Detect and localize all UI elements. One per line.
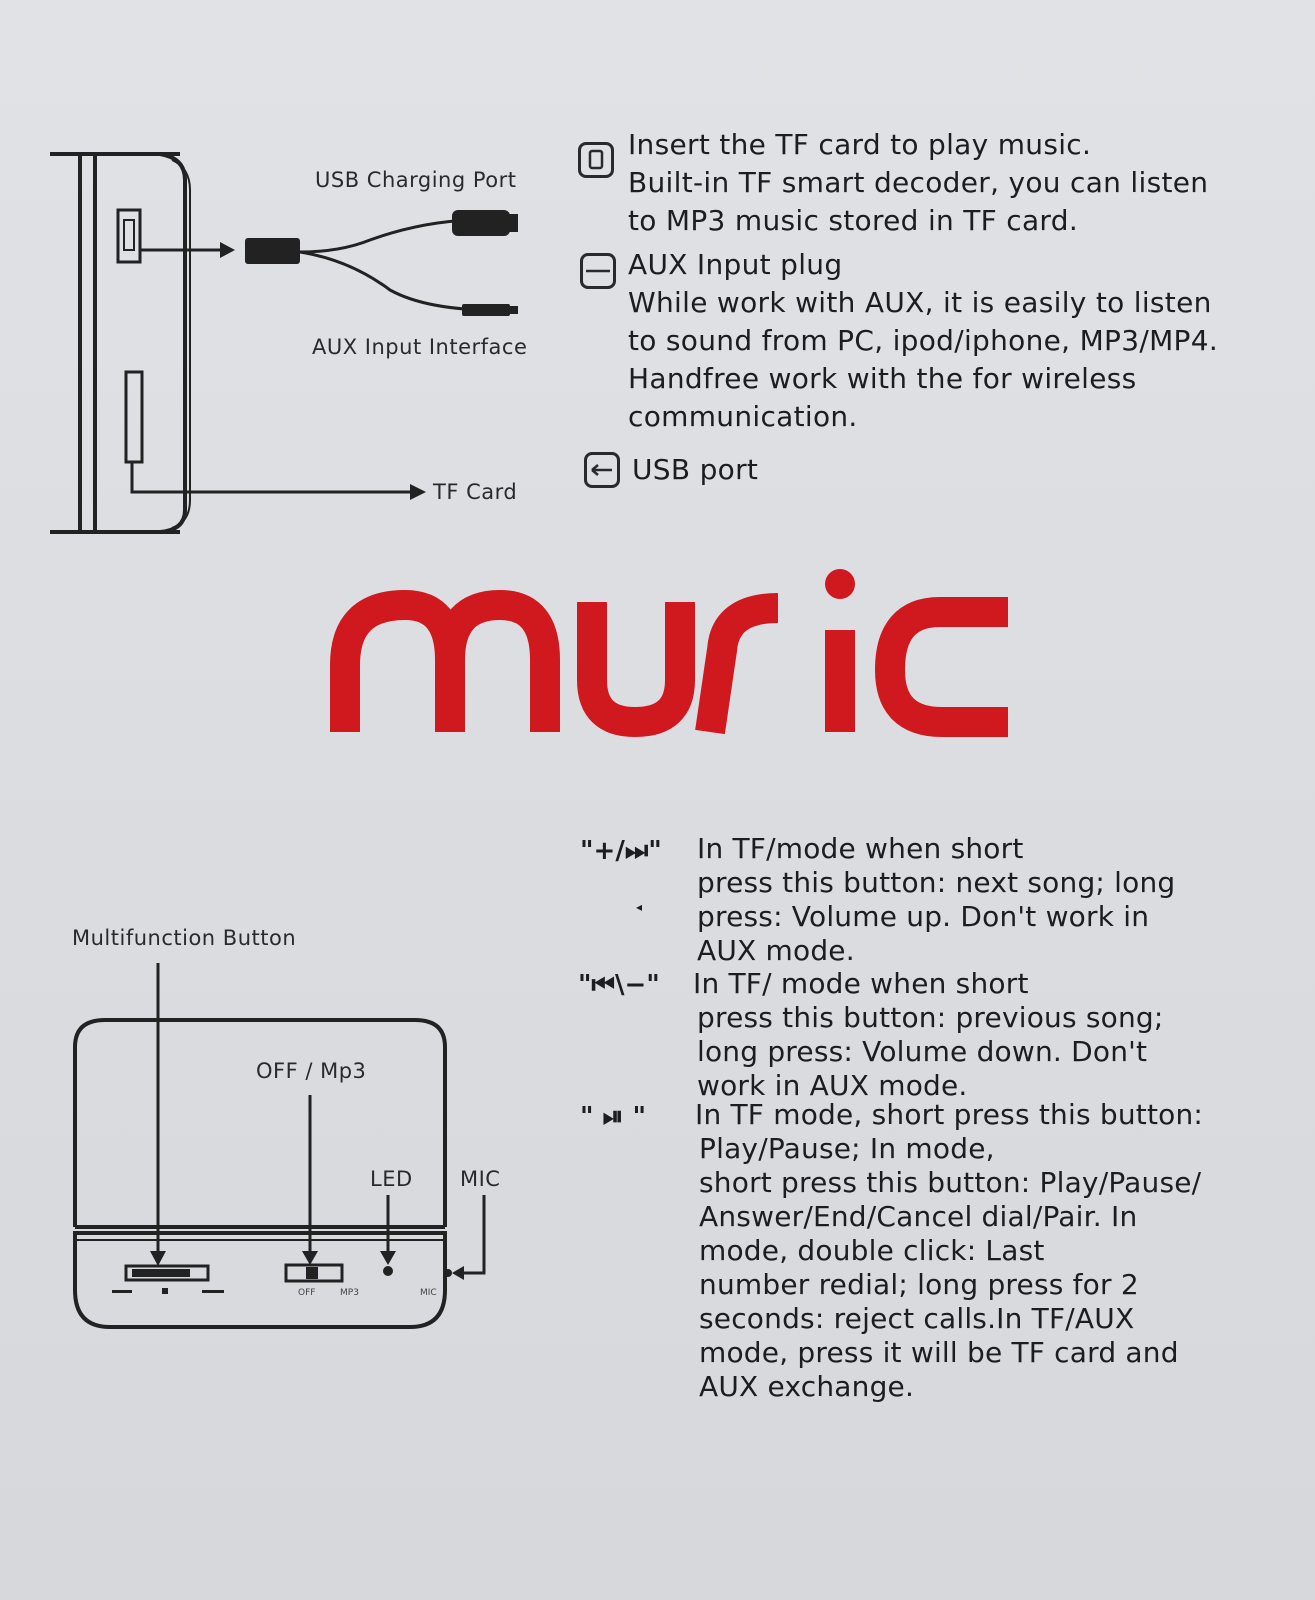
aux-feature-text: AUX Input plug While work with AUX, it is easily to listen to sound from PC, ipod/iphone, MP3/MP4. Handfree work with the for wireless communication. xyxy=(628,248,1219,433)
usb-feature-text: USB port xyxy=(632,453,759,486)
play-pause-text: In TF mode, short press this button: Play/Pause; In mode, short press this button: Play/Pause/ Answer/End/Cancel dial/Pair. In mode, double click: Last number redial; long press for 2 seconds: reject calls.In TF/AUX mode, press it will be TF card and AUX exchange. xyxy=(695,1098,1204,1403)
usb-port-icon xyxy=(584,452,620,488)
small-bullet-icon: ◂ xyxy=(636,900,643,914)
led-label: LED xyxy=(370,1167,413,1191)
svg-text:OFF: OFF xyxy=(298,1288,316,1298)
aux-input-interface-label: AUX Input Interface xyxy=(312,335,528,359)
mic-label: MIC xyxy=(460,1167,501,1191)
svg-text:MP3: MP3 xyxy=(340,1288,359,1298)
aux-plug-icon xyxy=(580,253,616,289)
next-volume-up-text: In TF/mode when short press this button: next song; long press: Volume up. Don't work in AUX mode. xyxy=(697,832,1176,967)
off-mp3-label: OFF / Mp3 xyxy=(256,1059,367,1083)
multifunction-button-label: Multifunction Button xyxy=(72,926,297,950)
prev-volume-down-text: In TF/ mode when short press this button: previous song; long press: Volume down. Don't work in AUX mode. xyxy=(693,967,1164,1102)
tf-feature-text: Insert the TF card to play music. Built-in TF smart decoder, you can listen to MP3 music stored in TF card. xyxy=(628,128,1209,237)
music-logo xyxy=(330,560,1030,750)
usb-charging-port-label: USB Charging Port xyxy=(315,168,517,192)
next-volume-up-symbol: "+/⏭" xyxy=(580,836,662,866)
svg-text:MIC: MIC xyxy=(420,1288,437,1298)
play-pause-symbol: " ⏯ " xyxy=(580,1102,646,1132)
prev-volume-down-symbol: "⏮\−" xyxy=(578,970,660,1000)
tf-card-icon xyxy=(578,142,614,178)
tf-card-label: TF Card xyxy=(433,480,518,504)
speaker-front-diagram xyxy=(70,955,510,1335)
